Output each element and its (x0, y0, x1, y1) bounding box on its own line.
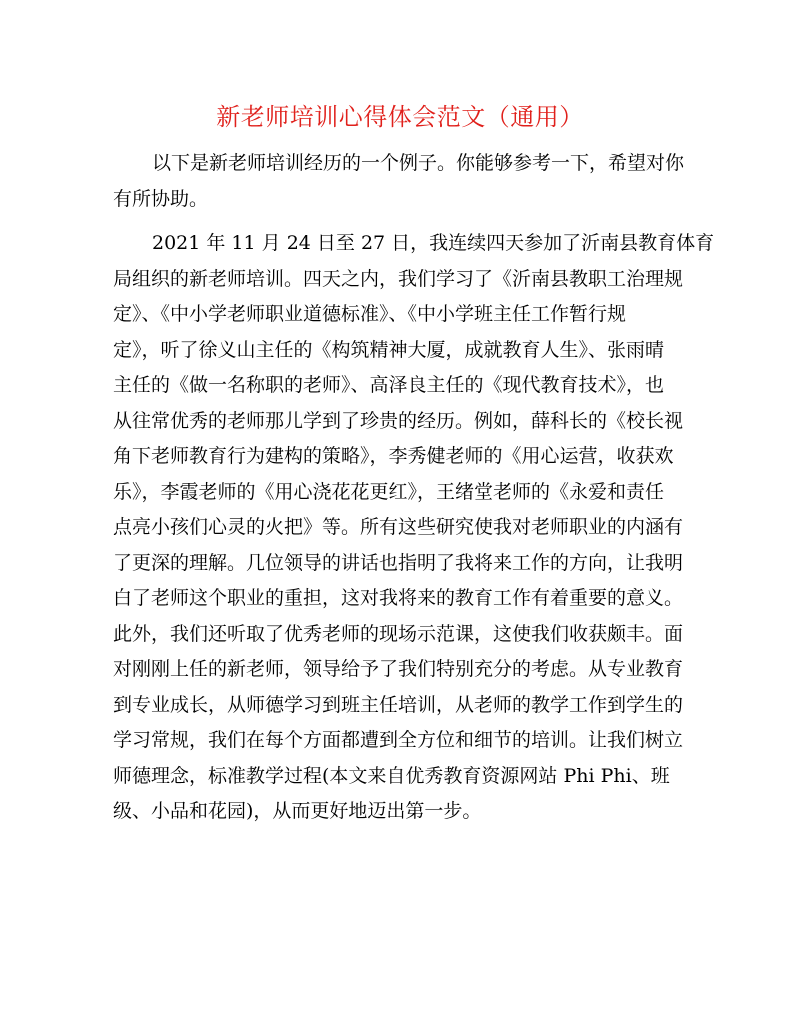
text-line: 白了老师这个职业的重担，这对我将来的教育工作有着重要的意义。 (113, 587, 684, 609)
text-line: 有所协助。 (113, 187, 209, 210)
text-line: 角下老师教育行为建构的策略》，李秀健老师的《用心运营，收获欢 (113, 445, 674, 467)
text-line: 以下是新老师培训经历的一个例子。你能够参考一下，希望对你 (152, 152, 685, 174)
text-line: 从往常优秀的老师那儿学到了珍贵的经历。例如，薛科长的《校长视 (113, 409, 684, 432)
document-title: 新老师培训心得体会范文（通用） (216, 103, 584, 131)
text-line: 2021 年 11 月 24 日至 27 日，我连续四天参加了沂南县教育体育 (152, 232, 715, 254)
text-line: 师德理念，标准教学过程(本文来自优秀教育资源网站 Phi Phi、班 (113, 764, 670, 787)
text-line: 主任的《做一名称职的老师》、高泽良主任的《现代教育技术》，也 (113, 374, 665, 396)
paragraph-intro (113, 146, 693, 217)
text-line: 学习常规，我们在每个方面都遭到全方位和细节的培训。让我们树立 (113, 729, 684, 751)
text-line: 定》、《中小学老师职业道德标准》、《中小学班主任工作暂行规 (113, 303, 627, 325)
text-line: 局组织的新老师培训。四天之内，我们学习了《沂南县教职工治理规 (113, 267, 684, 290)
text-line: 此外，我们还听取了优秀老师的现场示范课，这使我们收获颇丰。面 (113, 622, 684, 645)
document-body (113, 146, 715, 830)
text-line: 点亮小孩们心灵的火把》等。所有这些研究使我对老师职业的内涵有 (113, 516, 684, 538)
text-line: 级、小品和花园)，从而更好地迈出第一步。 (113, 800, 482, 822)
paragraph-main (113, 226, 715, 830)
text-line: 定》，听了徐义山主任的《构筑精神大厦，成就教育人生》、张雨晴 (113, 338, 665, 361)
text-line: 到专业成长，从师德学习到班主任培训，从老师的教学工作到学生的 (113, 693, 684, 716)
text-line: 了更深的理解。几位领导的讲话也指明了我将来工作的方向，让我明 (113, 551, 684, 574)
text-line: 乐》，李霞老师的《用心浇花花更红》，王绪堂老师的《永爱和责任 (113, 480, 665, 503)
text-line: 对刚刚上任的新老师，领导给予了我们特别充分的考虑。从专业教育 (113, 658, 684, 680)
